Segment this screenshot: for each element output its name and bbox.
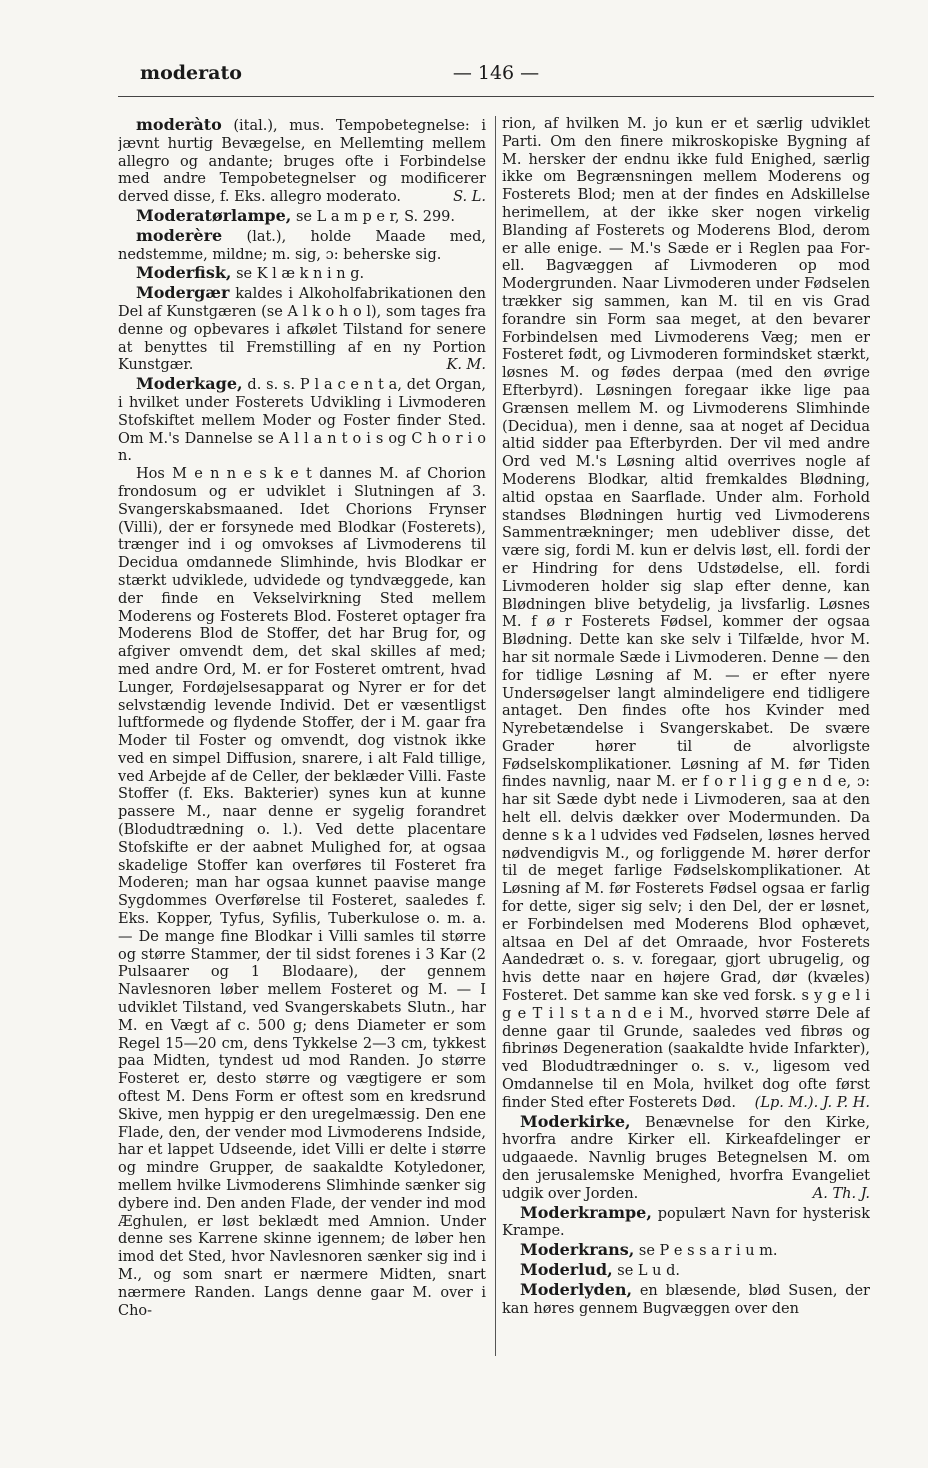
dictionary-entry [118, 207, 486, 227]
dictionary-entry [118, 466, 486, 1320]
entry-headword: Moderlud, [520, 1260, 613, 1279]
dictionary-entry [502, 1261, 870, 1281]
right-column [502, 116, 870, 1356]
running-headword: moderato [140, 62, 242, 84]
entry-text: se L a m p e r, S. 299. [291, 208, 456, 225]
header-rule [118, 96, 874, 97]
entry-headword: Moderlyden, [520, 1279, 633, 1299]
dictionary-entry [502, 116, 870, 1113]
entry-text: d. s. s. P l a c e n t a, det Organ, i hvilket under Fosterets Udvikling i Livmoderen Stofskiftet mellem Moder og Foster finder Sted. Om M.'s Dannelse se A l l a n t o i s og C h o r i o n. [118, 377, 486, 465]
entry-author-signature: K. M. [446, 357, 486, 374]
entry-author-signature: S. L. [453, 189, 486, 206]
entry-author-signature: (Lp. M.). J. P. H. [754, 1094, 870, 1111]
entry-headword: Moderkrampe, [520, 1202, 652, 1222]
dictionary-entry [502, 1241, 870, 1261]
entry-text: en blæsende, blød Susen, der kan høres gennem Bugvæggen over den [502, 1282, 870, 1317]
entry-text: se P e s s a r i u m. [634, 1243, 778, 1260]
page-number: — 146 — [452, 62, 540, 84]
entry-headword: Moderkirke, [520, 1111, 631, 1131]
entry-text: kaldes i Alkoholfabrikationen den Del af Kunstgæren (se A l k o h o l), som tages fra denne og opbevares i afkølet Tilstand for senere at benyttes til Fremstilling af en ny Portion Kunstgær. [118, 286, 486, 374]
dictionary-entry [118, 264, 486, 284]
column-divider [495, 116, 496, 1356]
dictionary-entry [502, 1281, 870, 1319]
dictionary-entry [118, 375, 486, 466]
dictionary-entry [502, 1113, 870, 1204]
entry-text: (lat.), holde Maade med, nedstemme, mildne; m. sig, ɔ: beherske sig. [118, 228, 486, 263]
entry-headword: Moderatørlampe, [136, 205, 292, 225]
left-column [118, 116, 486, 1356]
dictionary-entry [118, 227, 486, 265]
entry-headword: Moderkage, [136, 374, 243, 394]
entry-headword: moderàto [136, 116, 222, 134]
entry-headword: Modergær [136, 283, 230, 303]
dictionary-entry [502, 1204, 870, 1242]
page-header [118, 62, 874, 92]
entry-headword: Moderkrans, [520, 1240, 635, 1260]
entry-text: rion, af hvilken M. jo kun er et særlig udviklet Parti. Om den finere mikroskopiske Bygning af M. hersker der endnu ikke fuld Enighed, særlig ikke om Begrænsningen mellem Moderens og Fosterets Blod; men at der findes en Adskillelse herimellem, at der ikke sker nogen virkelig Blanding af Fosterets og Moderens Blod, derom er alle enige. — M.'s Sæde er i Reglen paa For- ell. Bagvæggen af Livmoderen op mod Modergrunden. Naar Livmoderen under Fødselen trækker sig sammen, kan M. til en vis Grad forandre sin Form saa meget, at den bevarer Forbindelsen med Livmoderens Væg; men er Fosteret født, og Livmoderen formindsket stærkt, løsnes M. og fødes derpaa (med den øvrige Efterbyrd). Løsningen foregaar ikke lige paa Grænsen mellem M. og Livmoderens Slimhinde (Decidua), men i denne, saa at noget af Decidua altid sidder paa Efterbyrden. Der vil med andre Ord ved M.'s Løsning altid overrives nogle af Moderens Blodkar, altid fremkaldes Blødning, altid opstaa en Saarflade. Under alm. Forhold standses Blødningen hurtig ved Livmoderens Sammentrækninger; men udebliver disse, det være sig, fordi M. kun er delvis løst, ell. fordi der er Hindring for dens Udstødelse, ell. fordi Livmoderen holder sig slap efter denne, kan Blødningen blive betydelig, ja livsfarlig. Løsnes M. f ø r Fosterets Fødsel, kommer der ogsaa Blødning. Dette kan ske selv i Tilfælde, hvor M. har sit normale Sæde i Livmoderen. Denne — den for tidlige Løsning af M. — er efter nyere Undersøgelser langt almindeligere end tidligere antaget. Den findes ofte hos Kvinder med Nyrebetændelse i Svangerskabet. De svære Grader hører til de alvorligste Fødselskomplikationer. Løsning af M. før Tiden findes navnlig, naar M. er f o r l i g g e n d e, ɔ: har sit Sæde dybt nede i Livmoderen, saa at den helt ell. delvis dækker over Modermunden. Da denne s k a l udvides ved Fødselen, løsnes herved nødvendigvis M., og forliggende M. hører derfor til de meget farlige Fødselskomplikationer. At Løsning af M. før Fosterets Fødsel ogsaa er farlig for dette, siger sig selv; i den Del, der er løsnet, er Forbindelsen med Moderens Blod ophævet, altsaa en Del af det Omraade, hvor Fosterets Aandedræt o. s. v. foregaar, gjort ubrugelig, og hvis dette naar en højere Grad, dør (kvæles) Fosteret. Det samme kan ske ved forsk. s y g e l i g e T i l s t a n d e i M., hvorved større Dele af denne gaar til Grunde, saaledes ved fibrøs og fibrinøs Degeneration (saakaldte hvide Infarkter), ved Blodudtrædninger o. s. v., ligesom ved Omdannelse til en Mola, hvilket dog ofte først finder Sted efter Fosterets Død. [502, 116, 870, 1111]
entry-text: (ital.), mus. Tempobetegnelse: i jævnt hurtig Bevægelse, en Mellemting mellem allegro og andante; bruges ofte i Forbindelse med andre Tempobetegnelser og modificerer derved disse, f. Eks. allegro moderato. [118, 118, 486, 206]
entry-text: populært Navn for hysterisk Krampe. [502, 1205, 870, 1240]
entry-author-signature: A. Th. J. [812, 1185, 870, 1202]
dictionary-entry [118, 284, 486, 375]
entry-headword: moderère [136, 225, 223, 245]
entry-headword: Moderfisk, [136, 263, 232, 283]
entry-text: Benævnelse for den Kirke, hvorfra andre Kirker ell. Kirkeafdelinger er udgaaede. Navnlig bruges Betegnelsen M. om den jerusalemske Menighed, hvorfra Evangeliet udgik over Jorden. [502, 1114, 870, 1202]
entry-text: se L u d. [612, 1263, 680, 1279]
entry-text: Hos M e n n e s k e t dannes M. af Chorion frondosum og er udviklet i Slutningen af 3. Svangerskabsmaaned. Idet Chorions Frynser (Villi), der er forsynede med Blodkar (Fosterets), trænger ind i og omvokses af Livmoderens til Decidua omdannede Slimhinde, hvis Blodkar er stærkt udviklede, udvidede og tyndvæggede, kan der finde en Vekselvirkning Sted mellem Moderens og Fosterets Blod. Fosteret optager fra Moderens Blod de Stoffer, det har Brug for, og afgiver omvendt dem, det skal skilles af med; med andre Ord, M. er for Fosteret omtrent, hvad Lunger, Fordøjelsesapparat og Nyrer er for det selvstændig levende Individ. Det er væsentligst luftformede og flydende Stoffer, der i M. gaar fra Moder til Foster og omvendt, dog vistnok ikke ved en simpel Diffusion, snarere, i alt Fald tillige, ved Arbejde af de Celler, der beklæder Villi. Faste Stoffer (f. Eks. Bakterier) synes kun at kunne passere M., naar denne er sygelig forandret (Blodudtrædning o. l.). Ved dette placentare Stofskifte er der aabnet Mulighed for, at ogsaa skadelige Stoffer kan overføres til Fosteret fra Moderen; man har ogsaa kunnet paavise mange Sygdommes Overførelse til Fosteret, saaledes f. Eks. Kopper, Tyfus, Syfilis, Tuberkulose o. m. a. — De mange fine Blodkar i Villi samles til større og større Stammer, der til sidst forenes i 3 Kar (2 Pulsaarer og 1 Blodaare), der gennem Navlesnoren løber mellem Fosteret og M. — I udviklet Tilstand, ved Svangerskabets Slutn., har M. en Vægt af c. 500 g; dens Diameter er som Regel 15—20 cm, dens Tykkelse 2—3 cm, tykkest paa Midten, tyndest ud mod Randen. Jo større Fosteret er, desto større og vægtigere er som oftest M. Dens Form er oftest som en kredsrund Skive, men hyppig er den uregelmæssig. Den ene Flade, den, der vender mod Livmoderens Indside, har et lappet Udseende, idet Villi er delte i større og mindre Grupper, de saakaldte Kotyledoner, mellem hvilke Livmoderens Slimhinde sænker sig dybere ind. Den anden Flade, der vender ind mod Æghulen, er løst beklædt med Amnion. Under denne ses Karrene skinne igennem; de løber hen imod det Sted, hvor Navlesnoren sænker sig ind i M., og som snart er nærmere Midten, snart nærmere Randen. Langs denne gaar M. over i Cho- [118, 466, 486, 1319]
dictionary-entry [118, 116, 486, 207]
entry-text: se K l æ k n i n g. [231, 266, 365, 283]
